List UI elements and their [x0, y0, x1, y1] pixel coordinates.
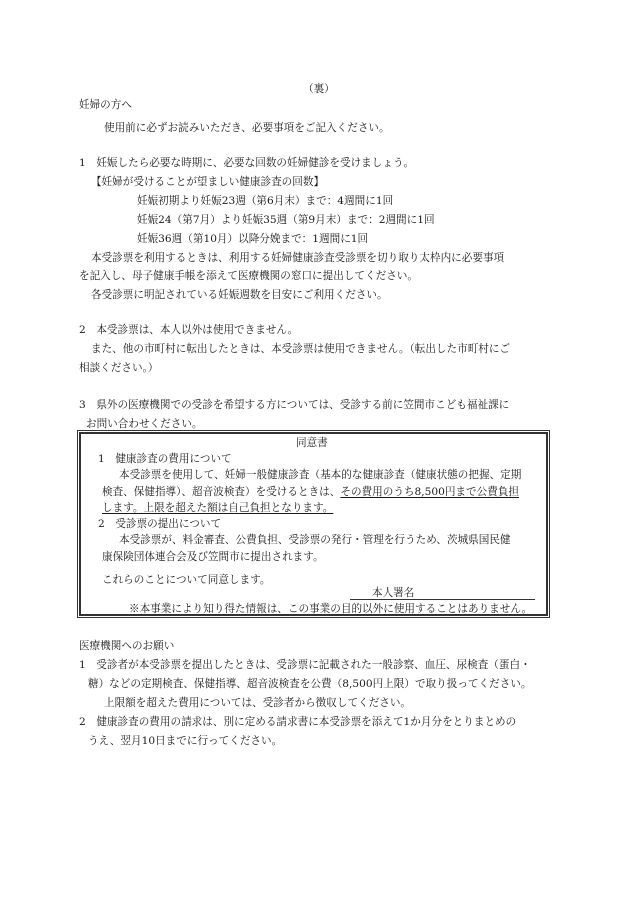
medical-item-2-text: うえ、翌月10日までに行ってください。	[88, 735, 283, 747]
section-1-subheading: 【妊婦が受けることが望ましい健康診査の回数】	[91, 176, 325, 188]
consent-item-1-heading: 1 健康診査の費用について	[98, 453, 232, 465]
section-1-heading: 1 妊娠したら必要な時期に、必要な回数の妊婦健診を受けましょう。	[79, 157, 415, 169]
consent-agreement: これらのことについて同意します。	[102, 574, 271, 586]
consent-item-1-text-plain: 検査、保健指導）、超音波検査）を受けるときは、	[102, 486, 341, 498]
section-1-paragraph: 本受診票を利用するときは、利用する妊婦健康診査受診票を切り取り太枠内に必要事項	[91, 252, 505, 264]
section-1-paragraph: を記入し、母子健康手帳を添えて医療機関の窓口に提出してください。	[79, 270, 418, 282]
medical-item-1-text: 1 受診者が本受診票を提出したときは、受診票に記載された一般診察、血圧、尿検査（蛋白・	[79, 659, 531, 671]
medical-item-1-text: 糖）などの定期検査、保健指導、超音波検査を公費（8,500円上限）で取り扱ってください。	[88, 678, 532, 690]
section-2-text: 相談ください。）	[79, 362, 159, 374]
section-3-text: 3 県外の医療機関での受診を希望する方については、受診する前に笠間市こども福祉課に	[79, 399, 510, 411]
consent-item-2-heading: 2 受診票の提出について	[98, 518, 222, 530]
public-subsidy-note: その費用のうち8,500円まで公費負担	[340, 486, 519, 498]
page-side-label: （裏）	[303, 83, 335, 95]
privacy-note: ※本事業により知り得た情報は、この事業の目的以外に使用することはありません。	[129, 603, 533, 615]
medical-item-2-text: 2 健康診査の費用の請求は、別に定める請求書に本受診票を添えて1か月分をとりまとめの	[79, 716, 517, 728]
section-2-text: また、他の市町村に転出したときは、本受診票は使用できません。（転出した市町村にご	[91, 343, 511, 355]
instruction-text: 使用前に必ずお読みいただき、必要事項をご記入ください。	[104, 122, 390, 134]
signature-line	[350, 599, 535, 600]
section-1-paragraph: 各受診票に明記されている妊娠週数を目安にご利用ください。	[91, 289, 388, 301]
section-3-text: お問い合わせください。	[86, 418, 203, 430]
schedule-line: 妊娠初期より妊娠23週（第6月末）まで：4週間に1回	[137, 195, 394, 207]
medical-heading: 医療機関へのお願い	[79, 640, 175, 652]
salutation: 妊婦の方へ	[79, 99, 132, 111]
section-2-heading: 2 本受診票は、本人以外は使用できません。	[79, 324, 299, 336]
consent-item-2-text: 康保険団体連合会及び笠間市に提出されます。	[102, 551, 324, 563]
signature-label: 本人署名	[372, 587, 415, 599]
consent-item-1-text	[102, 484, 519, 500]
self-pay-note: します。上限を超えた額は自己負担となります。	[102, 502, 334, 514]
consent-title: 同意書	[296, 437, 328, 449]
medical-item-1-text: 上限額を超えた費用については、受診者から徴収してください。	[104, 697, 412, 709]
consent-item-2-text: 本受診票が、料金審査、公費負担、受診票の発行・管理を行うため、茨城県国民健	[119, 534, 511, 546]
schedule-line: 妊娠24（第7月）より妊娠35週（第9月末）まで：2週間に1回	[137, 214, 435, 226]
consent-item-1-text: 本受診票を使用して、妊婦一般健康診査（基本的な健康診査（健康状態の把握、定期	[119, 469, 522, 481]
schedule-line: 妊娠36週（第10月）以降分娩まで：1週間に1回	[137, 233, 369, 245]
